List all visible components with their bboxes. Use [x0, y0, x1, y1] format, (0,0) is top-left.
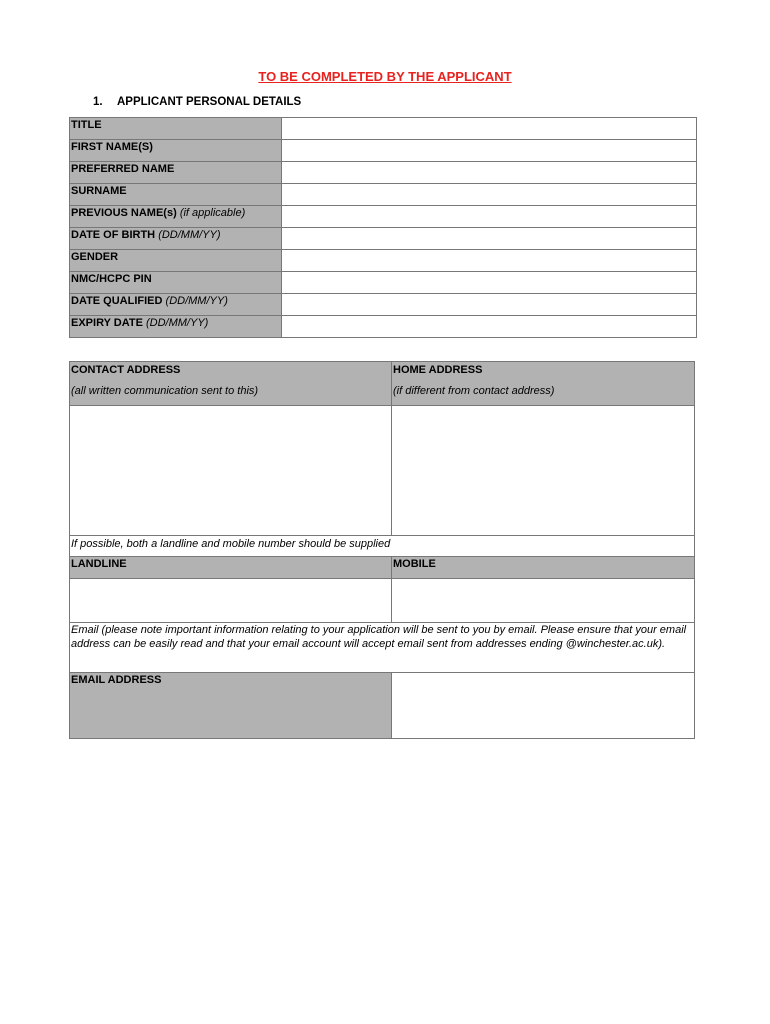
field-input[interactable]: [282, 184, 697, 206]
home-address-field[interactable]: [392, 406, 695, 536]
field-label: [70, 272, 282, 294]
home-address-label: HOME ADDRESS: [393, 364, 483, 376]
field-input[interactable]: [282, 294, 697, 316]
personal-row: [70, 272, 697, 294]
field-label-text: FIRST NAME(S): [71, 141, 153, 153]
personal-details-table: [69, 117, 697, 338]
field-label-text: EXPIRY DATE: [71, 317, 143, 329]
field-label: [70, 206, 282, 228]
personal-row: [70, 250, 697, 272]
personal-row: [70, 118, 697, 140]
personal-row: [70, 206, 697, 228]
landline-label: LANDLINE: [70, 557, 392, 579]
field-input[interactable]: [282, 316, 697, 338]
field-input[interactable]: [282, 140, 697, 162]
personal-row: [70, 294, 697, 316]
mobile-field[interactable]: [392, 579, 695, 623]
email-address-label: EMAIL ADDRESS: [70, 673, 392, 739]
home-address-header: [392, 362, 695, 406]
field-label: [70, 228, 282, 250]
field-hint: (DD/MM/YY): [146, 317, 209, 329]
field-label-text: DATE OF BIRTH: [71, 229, 156, 241]
field-label: [70, 316, 282, 338]
field-label-text: DATE QUALIFIED: [71, 295, 163, 307]
personal-row: [70, 316, 697, 338]
field-input[interactable]: [282, 118, 697, 140]
landline-field[interactable]: [70, 579, 392, 623]
field-label-text: SURNAME: [71, 185, 127, 197]
field-input[interactable]: [282, 272, 697, 294]
field-label-text: GENDER: [71, 251, 119, 263]
personal-row: [70, 140, 697, 162]
mobile-label: MOBILE: [392, 557, 695, 579]
personal-row: [70, 162, 697, 184]
field-input[interactable]: [282, 250, 697, 272]
field-label: [70, 162, 282, 184]
field-label: [70, 294, 282, 316]
form-heading: TO BE COMPLETED BY THE APPLICANT: [258, 69, 512, 84]
contact-address-label: CONTACT ADDRESS: [71, 364, 181, 376]
field-hint: (if applicable): [179, 207, 246, 219]
field-label-text: PREFERRED NAME: [71, 163, 175, 175]
field-label: [70, 250, 282, 272]
field-label-text: TITLE: [71, 119, 102, 131]
field-label-text: NMC/HCPC PIN: [71, 273, 152, 285]
personal-row: [70, 228, 697, 250]
field-input[interactable]: [282, 206, 697, 228]
contact-address-field[interactable]: [70, 406, 392, 536]
field-input[interactable]: [282, 228, 697, 250]
field-input[interactable]: [282, 162, 697, 184]
field-hint: (DD/MM/YY): [165, 295, 228, 307]
email-address-field[interactable]: [392, 673, 695, 739]
field-label-text: PREVIOUS NAME(s): [71, 207, 177, 219]
section-title: [93, 96, 301, 108]
field-label: [70, 140, 282, 162]
personal-row: [70, 184, 697, 206]
section-title-text: APPLICANT PERSONAL DETAILS: [117, 96, 302, 108]
contact-address-header: [70, 362, 392, 406]
home-address-note: (if different from contact address): [393, 385, 555, 397]
section-number: 1.: [93, 96, 103, 108]
field-hint: (DD/MM/YY): [158, 229, 221, 241]
contact-details-table: [69, 361, 695, 739]
email-note: Email (please note important information relating to your application will be sent to you by email. Please ensure that your email address can be easily read and that your email account will accept email sent from addresses ending @winchester.ac.uk).: [70, 623, 695, 673]
phone-note: If possible, both a landline and mobile number should be supplied: [70, 536, 695, 557]
field-label: [70, 184, 282, 206]
field-label: [70, 118, 282, 140]
contact-address-note: (all written communication sent to this): [71, 385, 259, 397]
